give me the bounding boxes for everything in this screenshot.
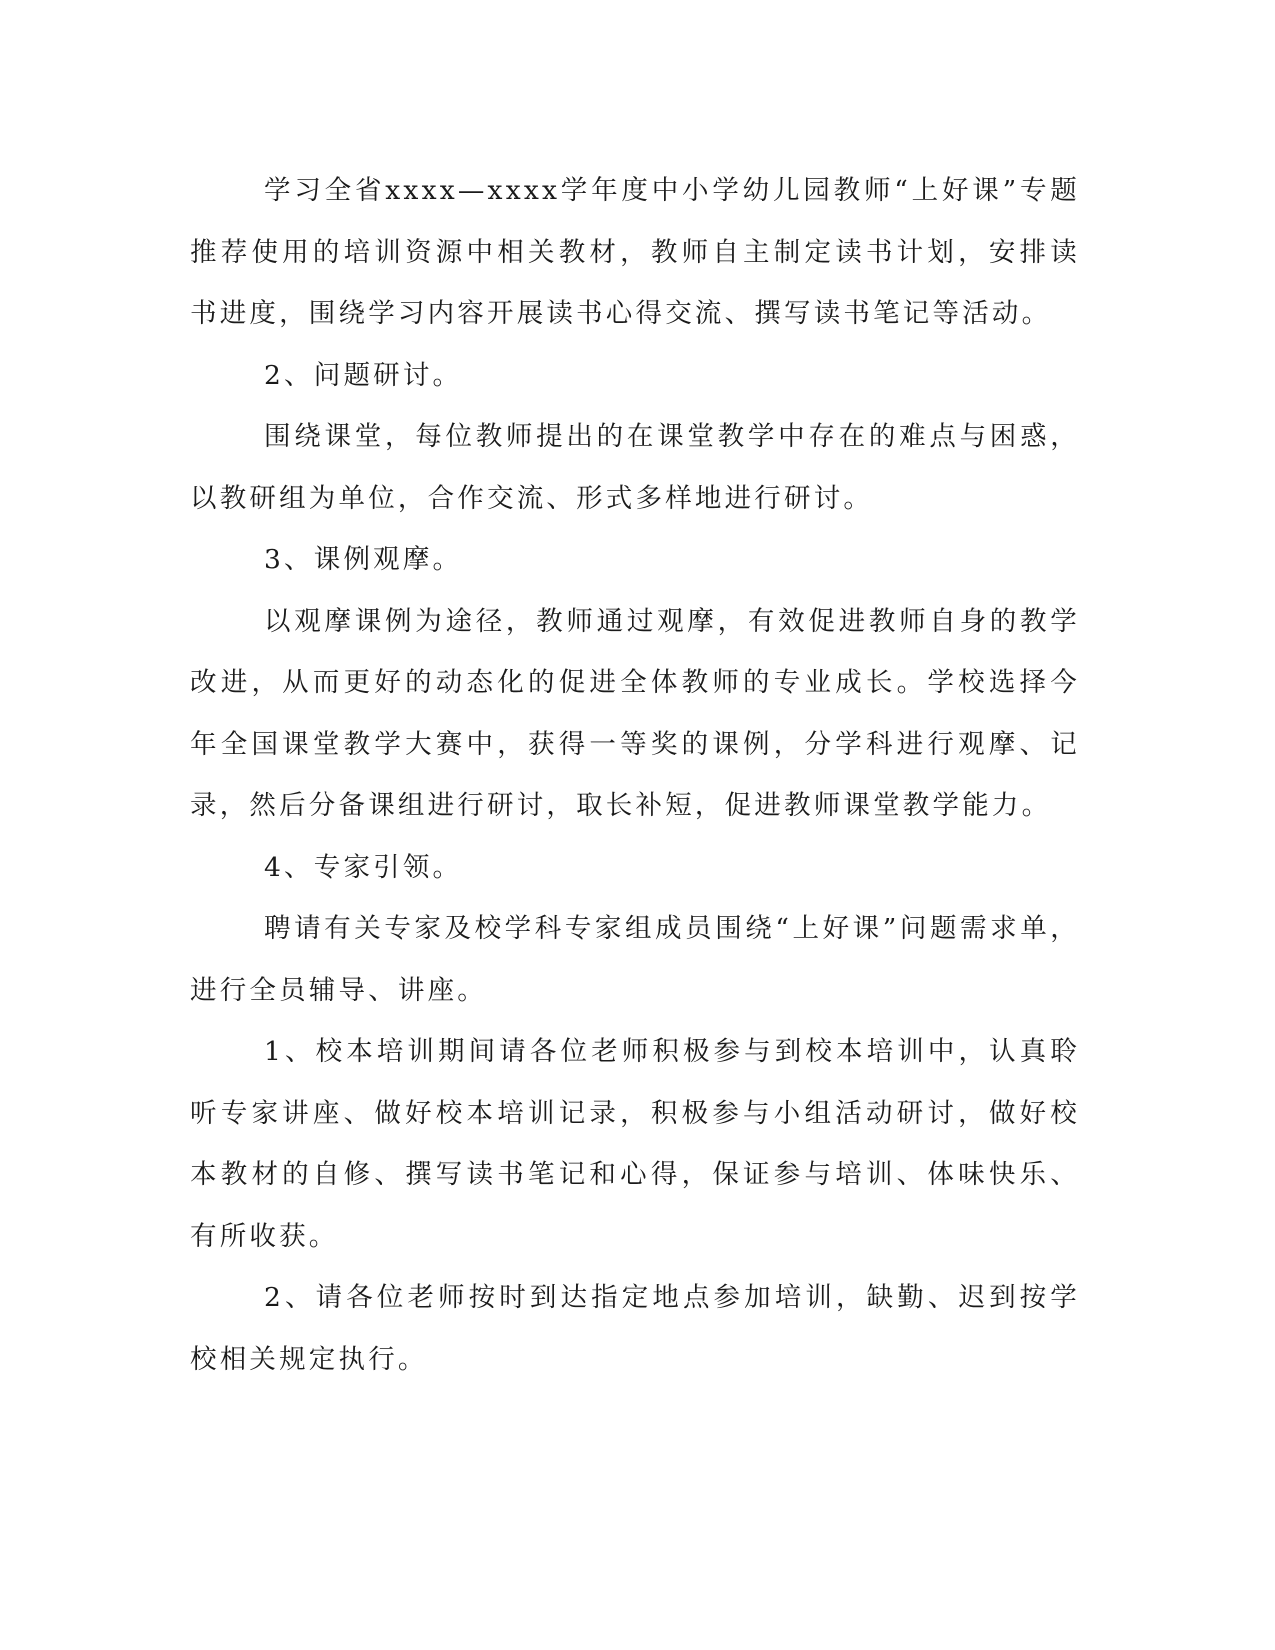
heading-lesson-observation: 3、课例观摩。 [264,544,463,575]
heading-expert-guidance: 4、专家引领。 [264,851,463,883]
paragraph-requirement-1: 1、校本培训期间请各位老师积极参与到校本培训中，认真聆听专家讲座、做好校本培训记录，积极参与小组活动研讨，做好校本教材的自修、撰写读书笔记和心得，保证参与培训、体味快乐、有所收获。 [190,1036,1080,1252]
paragraph-expert-guidance: 聘请有关专家及校学科专家组成员围绕“上好课”问题需求单，进行全员辅导、讲座。 [190,913,1080,1006]
paragraph-lesson-observation: 以观摩课例为途径，教师通过观摩，有效促进教师自身的教学改进，从而更好的动态化的促进全体教师的专业成长。学校选择今年全国课堂教学大赛中，获得一等奖的课例，分学科进行观摩、记录，然后分备课组进行研讨，取长补短，促进教师课堂教学能力。 [190,605,1080,821]
paragraph-requirement-2: 2、请各位老师按时到达指定地点参加培训，缺勤、迟到按学校相关规定执行。 [190,1282,1080,1375]
document-body [190,160,1080,1390]
paragraph-reading-study: 学习全省xxxx—xxxx学年度中小学幼儿园教师“上好课”专题推荐使用的培训资源中相关教材，教师自主制定读书计划，安排读书进度，围绕学习内容开展读书心得交流、撰写读书笔记等活动。 [190,175,1080,329]
paragraph-problem-discussion: 围绕课堂，每位教师提出的在课堂教学中存在的难点与困惑，以教研组为单位，合作交流、形式多样地进行研讨。 [190,421,1080,514]
heading-problem-discussion: 2、问题研讨。 [264,359,463,391]
